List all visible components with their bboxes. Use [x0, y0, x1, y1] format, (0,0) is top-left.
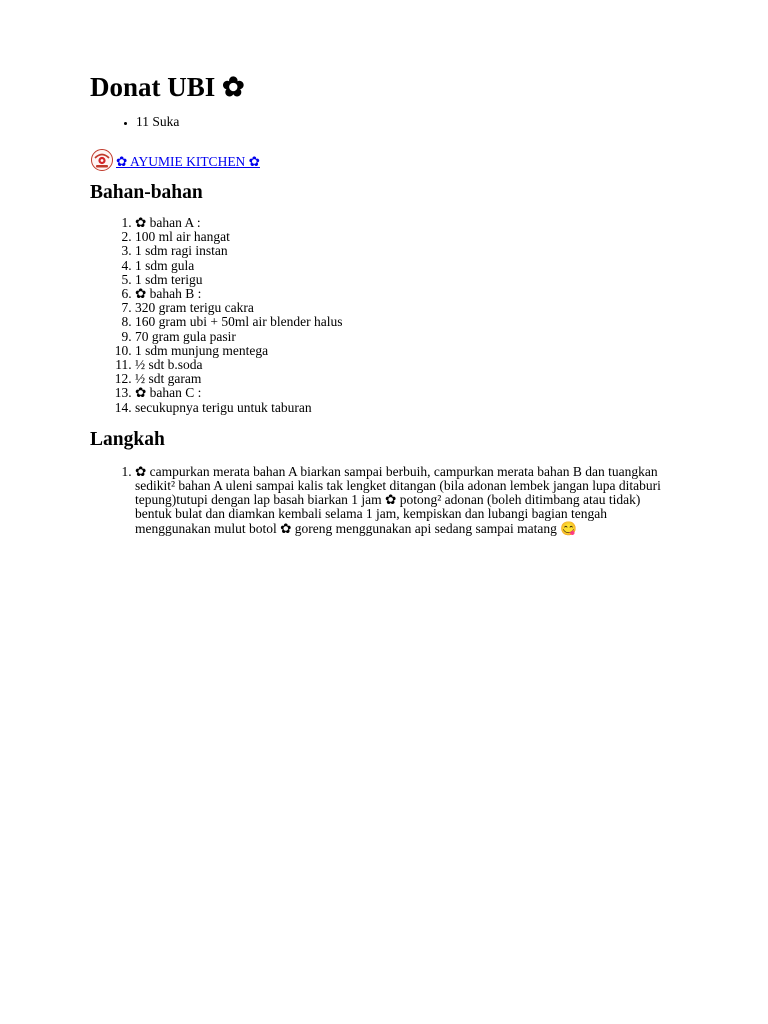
ingredient-item: 3. 1 sdm ragi instan: [135, 244, 690, 258]
author-avatar-icon[interactable]: [90, 148, 114, 172]
ingredient-item: 14. secukupnya terigu untuk taburan: [135, 401, 690, 415]
ingredient-item: 10. 1 sdm munjung mentega: [135, 344, 690, 358]
ingredient-item: 2. 100 ml air hangat: [135, 230, 690, 244]
likes-list: [90, 114, 690, 130]
ingredient-item: 1. ✿ bahan A :: [135, 216, 690, 230]
ingredient-item: 12. ½ sdt garam: [135, 372, 690, 386]
ingredient-item: 11. ½ sdt b.soda: [135, 358, 690, 372]
ingredient-item: 8. 160 gram ubi + 50ml air blender halus: [135, 315, 690, 329]
author-row: [90, 148, 690, 170]
ingredients-heading: Bahan-bahan: [90, 182, 203, 203]
ingredient-item: 13. ✿ bahan C :: [135, 386, 690, 400]
steps-list: [90, 465, 680, 536]
ingredients-list: [90, 216, 690, 415]
step-item: 1. ✿ campurkan merata bahan A biarkan sampai berbuih, campurkan merata bahan B dan tuangkan sedikit² bahan A uleni sampai kalis tak lengket ditangan (bila adonan lembek jangan lupa ditaburi tepung)tutupi dengan lap basah biarkan 1 jam ✿ potong² adonan (boleh ditimbang atau tidak) bentuk bulat dan diamkan kembali selama 1 jam, kempiskan dan lubangi bagian tengah menggunakan mulut botol ✿ goreng menggunakan api sedang sampai matang 😋: [135, 465, 680, 536]
likes-count: • 11 Suka: [136, 114, 690, 130]
steps-heading: Langkah: [90, 428, 165, 450]
recipe-page: [90, 68, 690, 536]
ingredient-item: 5. 1 sdm terigu: [135, 273, 690, 287]
ingredient-item: 7. 320 gram terigu cakra: [135, 301, 690, 315]
ingredient-item: 4. 1 sdm gula: [135, 259, 690, 273]
author-link[interactable]: ✿ AYUMIE KITCHEN ✿: [116, 154, 260, 169]
ingredient-item: 6. ✿ bahah B :: [135, 287, 690, 301]
ingredient-item: 9. 70 gram gula pasir: [135, 330, 690, 344]
recipe-title: Donat UBI ✿: [90, 72, 245, 102]
